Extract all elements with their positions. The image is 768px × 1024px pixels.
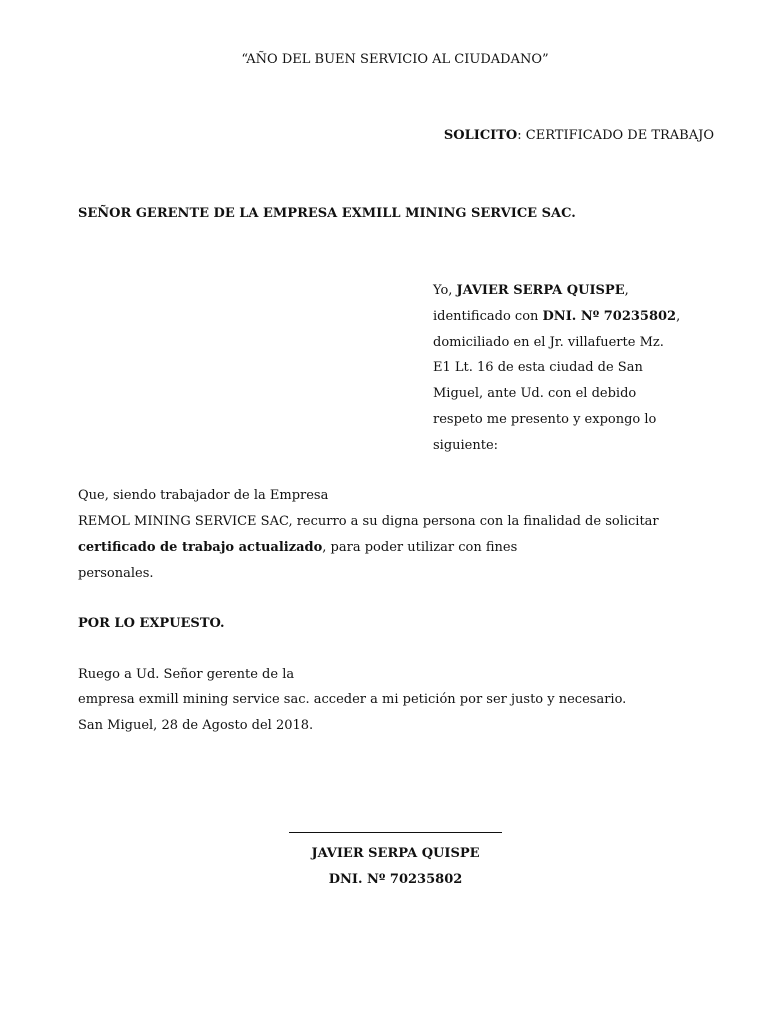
request-line xyxy=(444,128,714,143)
por-lo-expuesto-heading: POR LO EXPUESTO. xyxy=(78,616,225,631)
intro-line-1 xyxy=(433,283,629,298)
signature-dni: DNI. Nº 70235802 xyxy=(328,872,463,887)
body-bold-phrase: certificado de trabajo actualizado xyxy=(78,540,323,555)
intro-name: JAVIER SERPA QUISPE xyxy=(456,283,625,298)
signature-line xyxy=(289,832,502,833)
intro-line-4: E1 Lt. 16 de esta ciudad de San xyxy=(433,360,643,375)
body-text: , para poder utilizar con fines xyxy=(322,540,518,555)
intro-line-5: Miguel, ante Ud. con el debido xyxy=(433,386,637,401)
intro-text: , xyxy=(676,309,681,324)
body-line-4: personales. xyxy=(78,566,154,581)
intro-line-7: siguiente: xyxy=(433,438,499,453)
intro-line-3: domiciliado en el Jr. villafuerte Mz. xyxy=(433,335,664,350)
closing-line-2: empresa exmill mining service sac. acceder a mi petición por ser justo y necesario. xyxy=(78,692,627,707)
year-motto: “AÑO DEL BUEN SERVICIO AL CIUDADANO” xyxy=(241,52,549,67)
addressee: SEÑOR GERENTE DE LA EMPRESA EXMILL MINING SERVICE SAC. xyxy=(78,206,576,221)
closing-line-1: Ruego a Ud. Señor gerente de la xyxy=(78,667,295,682)
intro-line-2 xyxy=(433,309,680,324)
intro-dni: DNI. Nº 70235802 xyxy=(542,309,677,324)
intro-text: Yo, xyxy=(433,283,457,298)
request-text: CERTIFICADO DE TRABAJO xyxy=(525,128,714,143)
intro-text: identificado con xyxy=(433,309,543,324)
intro-line-6: respeto me presento y expongo lo xyxy=(433,412,657,427)
body-line-1: Que, siendo trabajador de la Empresa xyxy=(78,488,329,503)
signature-name: JAVIER SERPA QUISPE xyxy=(311,846,480,861)
request-label: SOLICITO xyxy=(443,128,518,143)
request-separator: : xyxy=(517,128,526,143)
closing-date: San Miguel, 28 de Agosto del 2018. xyxy=(78,718,314,733)
body-line-2: REMOL MINING SERVICE SAC, recurro a su digna persona con la finalidad de solicitar xyxy=(78,514,659,529)
body-line-3 xyxy=(78,540,517,555)
intro-text: , xyxy=(624,283,629,298)
